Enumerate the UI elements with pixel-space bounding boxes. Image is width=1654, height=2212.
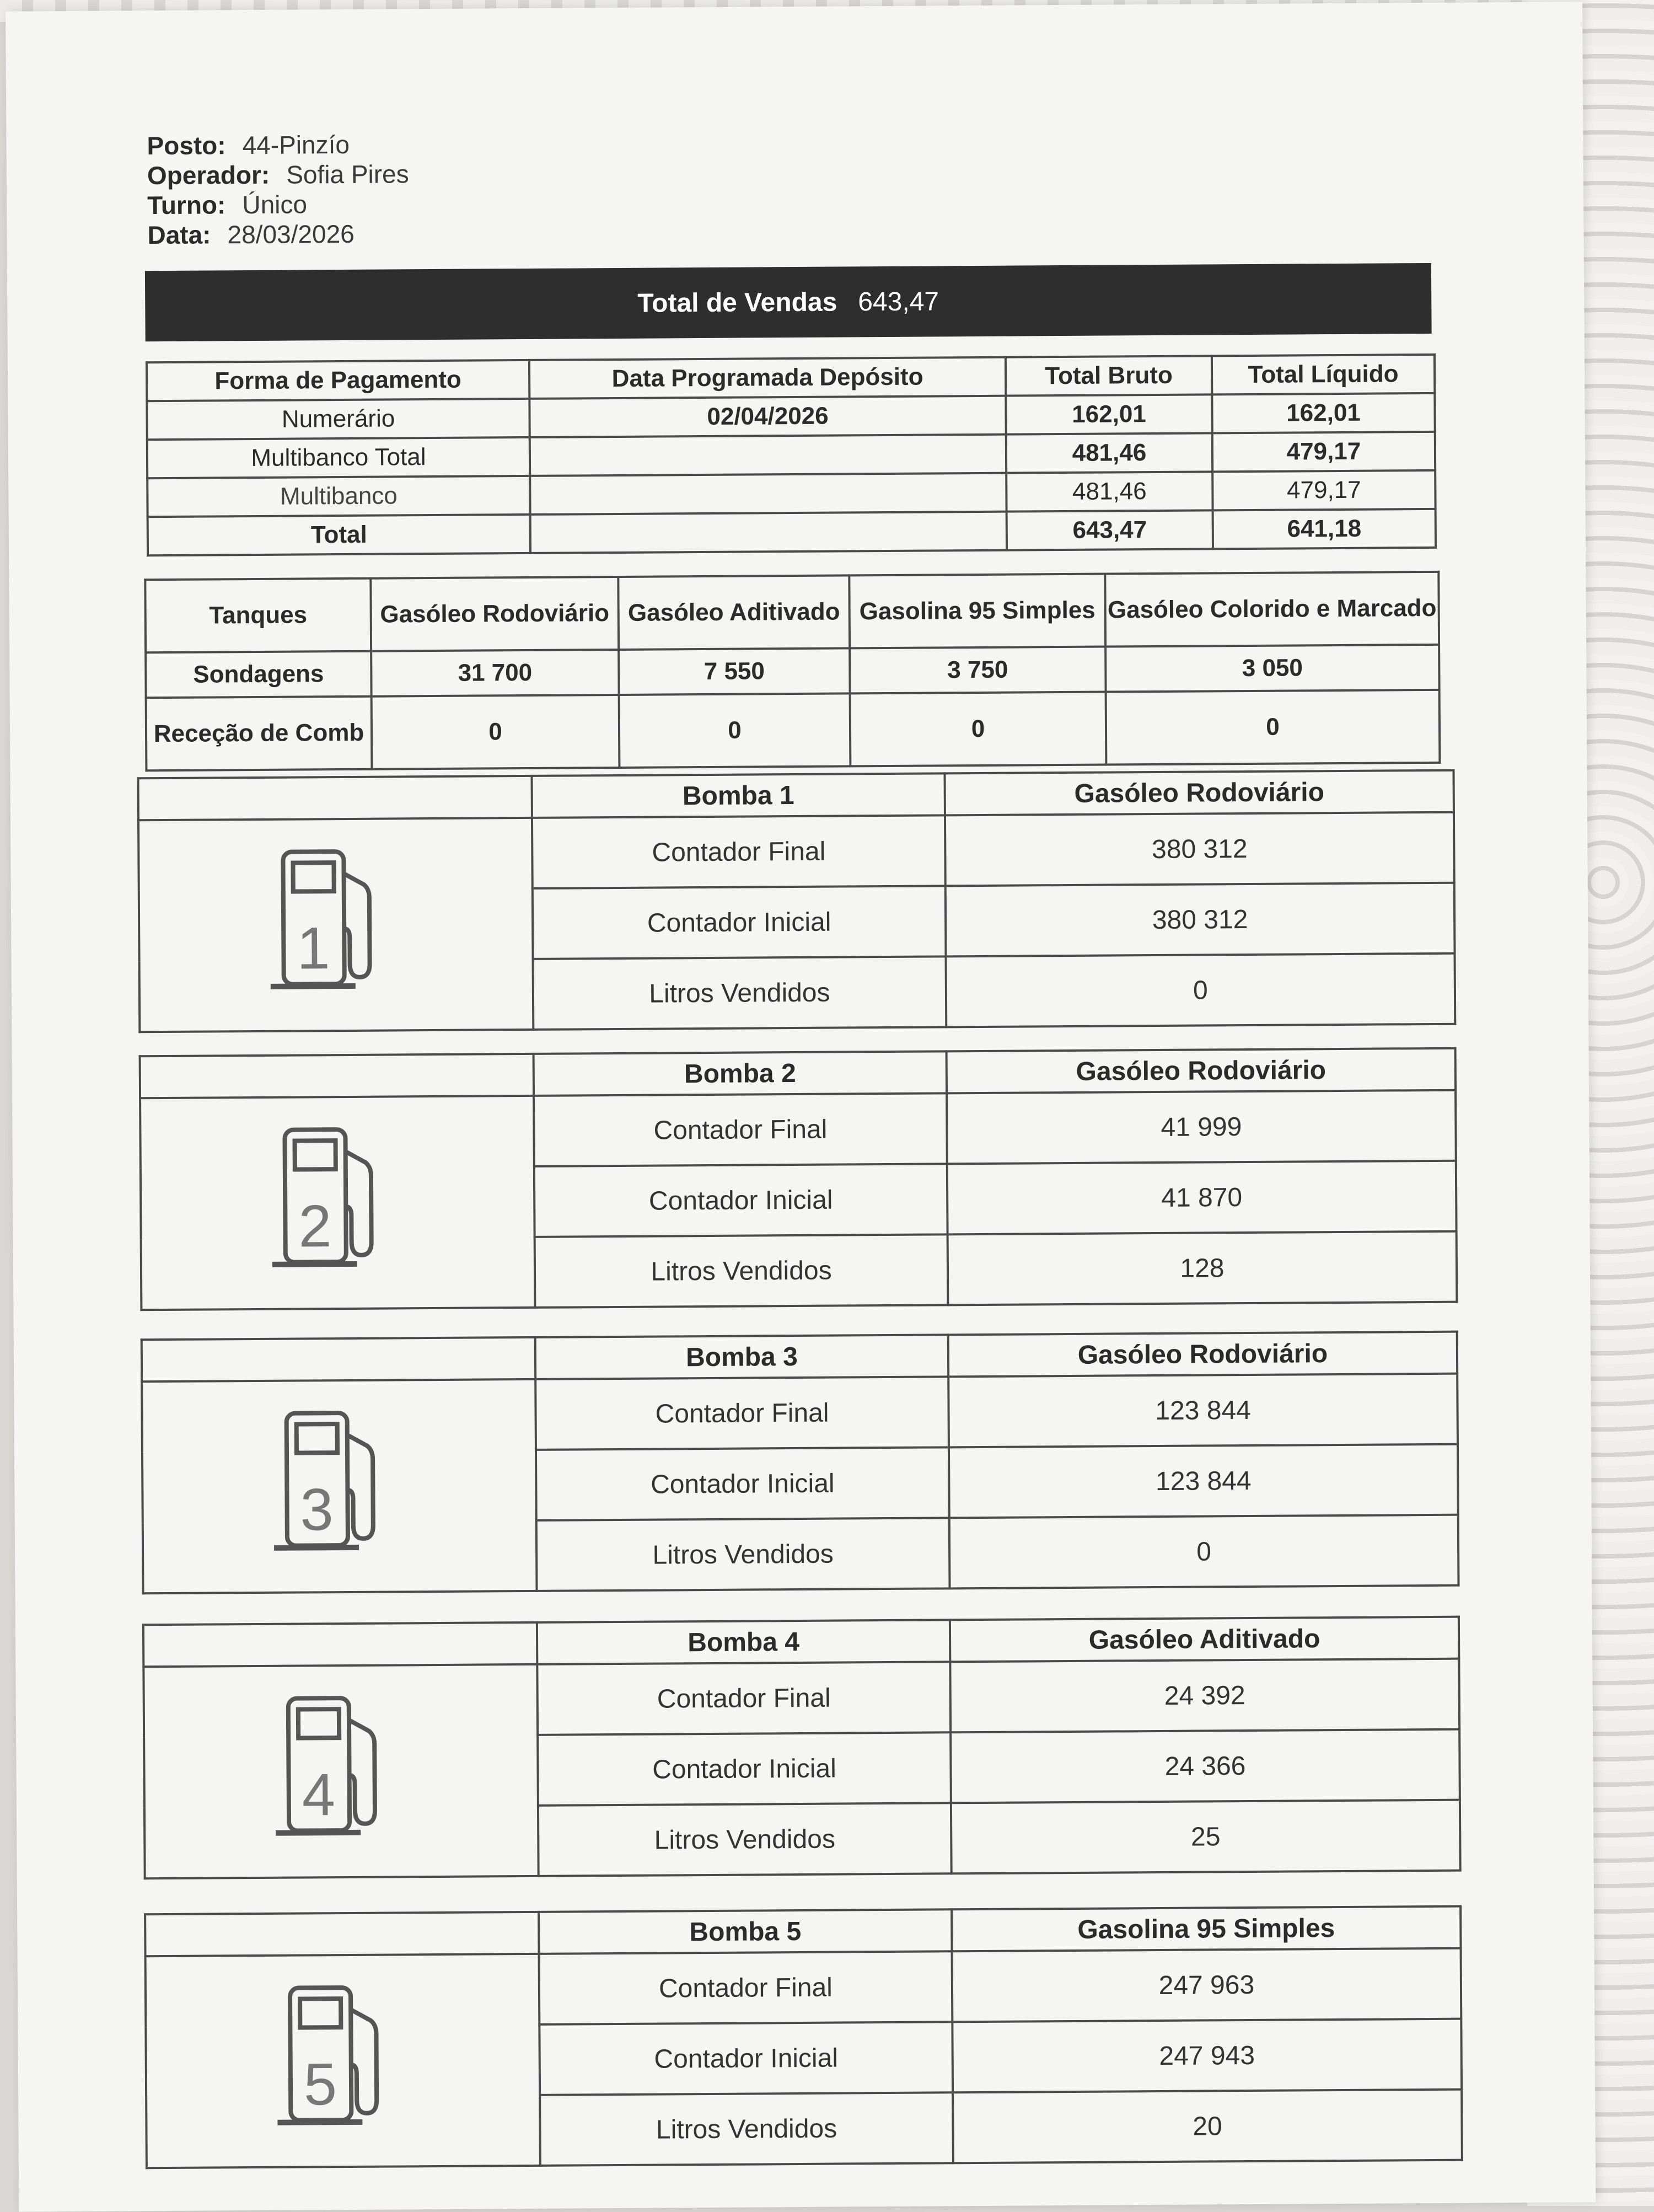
contador-final: 41 999	[947, 1090, 1456, 1164]
contador-final: 123 844	[948, 1374, 1458, 1448]
litros-vendidos: 25	[951, 1800, 1460, 1874]
pump-title: Bomba 3	[535, 1335, 948, 1379]
pump-header-row	[145, 1906, 1460, 1957]
pump-row	[140, 1090, 1456, 1169]
pump-fuel: Gasolina 95 Simples	[952, 1906, 1460, 1952]
tank-value: 31 700	[371, 650, 619, 697]
tank-value: 7 550	[619, 648, 850, 695]
pump-icon-cell	[142, 1379, 536, 1593]
row-label-litros: Litros Vendidos	[535, 1234, 948, 1308]
fuel-pump-icon	[266, 844, 405, 1005]
pump-icon-cell	[143, 1664, 538, 1878]
payments-table	[146, 354, 1437, 556]
tanks-header-cell: Gasóleo Rodoviário	[370, 577, 619, 651]
row-label-litros: Litros Vendidos	[536, 1518, 950, 1591]
pump-table-1	[137, 769, 1457, 1033]
row-label-final: Contador Final	[535, 1377, 949, 1450]
tank-value: 0	[850, 692, 1107, 767]
pump-title: Bomba 4	[537, 1620, 950, 1664]
total-sales-label: Total de Vendas	[637, 287, 837, 318]
pump-table-3	[141, 1331, 1460, 1595]
report-header	[147, 129, 409, 250]
pump-number: 1	[297, 914, 330, 982]
tank-value: 0	[372, 695, 620, 769]
pump-table-2	[139, 1047, 1458, 1311]
payments-header-cell: Total Líquido	[1212, 355, 1435, 394]
pump-number: 5	[303, 2050, 337, 2118]
total-liquido: 162,01	[1212, 393, 1435, 433]
tanks-header-row	[145, 572, 1439, 652]
data-label: Data:	[147, 220, 211, 250]
fuel-pump-icon	[268, 1122, 407, 1283]
pump-header-row	[140, 1048, 1456, 1099]
pump-fuel: Gasóleo Rodoviário	[947, 1048, 1456, 1094]
tank-value: 0	[619, 693, 851, 768]
operador-value: Sofia Pires	[286, 159, 409, 189]
pump-number: 3	[300, 1476, 334, 1543]
tanks-table	[144, 571, 1441, 772]
contador-inicial: 380 312	[946, 883, 1455, 957]
payments-header-cell: Total Bruto	[1006, 356, 1212, 395]
pump-table-4	[142, 1616, 1462, 1880]
contador-inicial: 41 870	[947, 1161, 1457, 1235]
total-liquido: 479,17	[1212, 432, 1435, 472]
row-label-inicial: Contador Inicial	[533, 886, 946, 959]
deposit-date	[530, 435, 1006, 476]
pump-title: Bomba 5	[539, 1909, 952, 1954]
payment-method: Total	[148, 515, 530, 555]
report-sheet	[6, 2, 1596, 2211]
payment-method: Multibanco	[147, 476, 530, 517]
row-label-inicial: Contador Inicial	[534, 1164, 948, 1237]
pump-icon-cell	[140, 1096, 535, 1310]
payments-header-cell: Data Programada Depósito	[529, 357, 1006, 399]
pump-header-row	[142, 1332, 1457, 1382]
tanks-header-cell: Gasóleo Colorido e Marcado	[1105, 572, 1439, 647]
posto-value: 44-Pinzío	[242, 130, 350, 160]
pump-fuel: Gasóleo Rodoviário	[948, 1332, 1457, 1377]
row-label-litros: Litros Vendidos	[540, 2092, 953, 2166]
tank-value: 3 750	[850, 647, 1105, 694]
total-liquido: 641,18	[1213, 509, 1436, 549]
contador-final: 24 392	[950, 1659, 1459, 1733]
pump-header-blank	[140, 1054, 534, 1098]
deposit-date	[530, 473, 1006, 515]
pump-row	[138, 812, 1454, 891]
row-label-final: Contador Final	[532, 815, 946, 888]
deposit-date	[530, 512, 1007, 553]
litros-vendidos: 0	[946, 954, 1456, 1027]
row-label-litros: Litros Vendidos	[538, 1803, 952, 1876]
payments-total-row	[148, 509, 1436, 555]
row-label-inicial: Contador Inicial	[536, 1447, 949, 1520]
total-bruto: 481,46	[1006, 433, 1212, 473]
fuel-pump-icon	[270, 1406, 409, 1567]
pump-fuel: Gasóleo Aditivado	[950, 1617, 1459, 1662]
tanks-header-cell: Gasolina 95 Simples	[849, 574, 1105, 649]
row-label-inicial: Contador Inicial	[538, 1732, 951, 1806]
pump-title: Bomba 1	[532, 773, 945, 818]
posto-label: Posto:	[147, 131, 226, 160]
row-label-final: Contador Final	[537, 1662, 950, 1735]
fuel-pump-icon	[273, 1980, 412, 2141]
tanks-header-cell: Gasóleo Aditivado	[618, 575, 850, 650]
contador-inicial: 247 943	[952, 2019, 1462, 2093]
row-label-final: Contador Final	[534, 1093, 947, 1166]
total-bruto: 481,46	[1006, 472, 1212, 511]
tanks-sondagens-row	[146, 645, 1439, 698]
deposit-date: 02/04/2026	[529, 396, 1006, 437]
tanks-row-label: Sondagens	[146, 651, 371, 698]
pump-number: 4	[302, 1761, 336, 1828]
tank-value: 3 050	[1105, 645, 1439, 692]
litros-vendidos: 0	[949, 1515, 1459, 1589]
pump-header-row	[138, 770, 1454, 821]
payment-method: Multibanco Total	[147, 437, 530, 478]
pump-row	[142, 1374, 1458, 1453]
pump-fuel: Gasóleo Rodoviário	[944, 770, 1453, 816]
tank-value: 0	[1106, 690, 1440, 765]
turno-label: Turno:	[147, 190, 226, 220]
total-sales-banner	[145, 263, 1432, 341]
fuel-pump-icon	[272, 1691, 411, 1852]
pump-header-blank	[138, 776, 532, 820]
pump-header-blank	[143, 1622, 537, 1667]
row-label-litros: Litros Vendidos	[533, 956, 947, 1030]
pump-title: Bomba 2	[534, 1051, 947, 1096]
pump-header-row	[143, 1617, 1459, 1667]
litros-vendidos: 128	[948, 1231, 1457, 1305]
row-label-inicial: Contador Inicial	[539, 2022, 953, 2095]
row-label-final: Contador Final	[539, 1951, 953, 2024]
turno-value: Único	[242, 190, 308, 219]
pump-icon-cell	[138, 818, 533, 1032]
total-liquido: 479,17	[1212, 470, 1435, 510]
pump-number: 2	[298, 1192, 332, 1260]
pump-row	[143, 1659, 1459, 1738]
litros-vendidos: 20	[953, 2090, 1462, 2163]
tanks-row-label: Receção de Comb	[146, 697, 372, 770]
payments-header-cell: Forma de Pagamento	[147, 360, 529, 401]
pump-header-blank	[145, 1912, 539, 1956]
pump-header-blank	[142, 1337, 535, 1381]
contador-final: 380 312	[945, 812, 1454, 886]
data-value: 28/03/2026	[227, 219, 355, 249]
tanks-rececao-row	[146, 690, 1440, 770]
pump-icon-cell	[146, 1954, 540, 2168]
total-bruto: 643,47	[1007, 510, 1213, 550]
pump-table-5	[144, 1905, 1463, 2170]
contador-final: 247 963	[952, 1948, 1462, 2022]
tanks-header-cell: Tanques	[145, 579, 371, 652]
contador-inicial: 24 366	[950, 1729, 1460, 1803]
operador-label: Operador:	[147, 160, 270, 190]
pump-row	[146, 1948, 1462, 2027]
contador-inicial: 123 844	[949, 1444, 1458, 1518]
total-sales-value: 643,47	[858, 286, 939, 317]
total-bruto: 162,01	[1006, 394, 1212, 434]
payment-method: Numerário	[147, 399, 529, 440]
